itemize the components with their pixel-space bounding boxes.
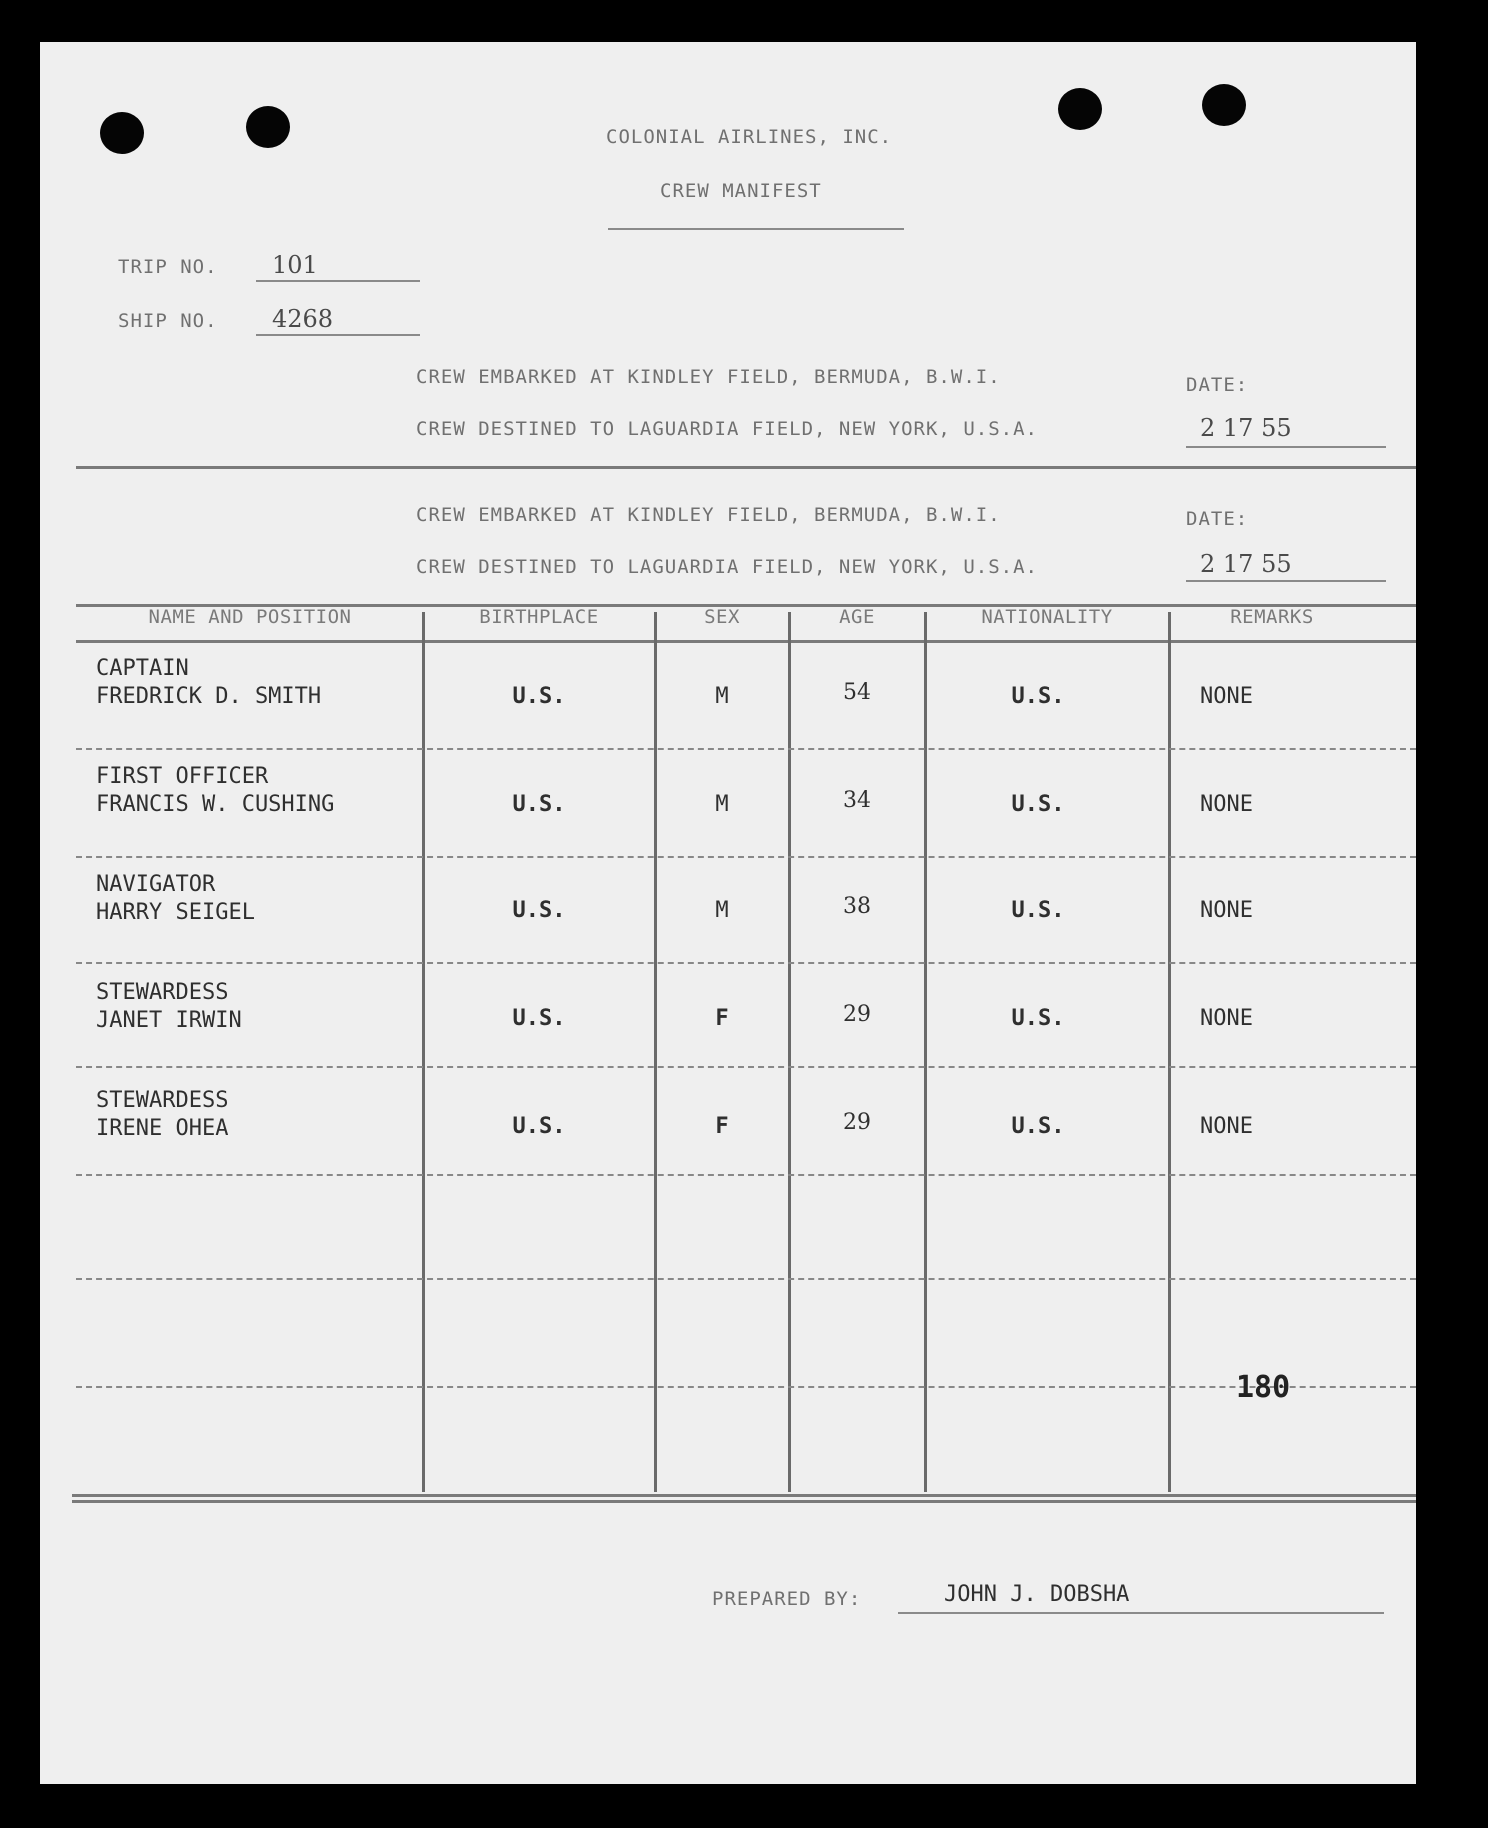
column-header-sex: SEX xyxy=(704,606,740,628)
route-1-date-value: 2 17 55 xyxy=(1200,414,1292,442)
crew-remarks: NONE xyxy=(1200,684,1253,709)
trip-number-value: 101 xyxy=(272,251,318,279)
column-header-name: NAME AND POSITION xyxy=(148,606,352,628)
crew-nationality: U.S. xyxy=(1011,684,1065,709)
crew-sex: M xyxy=(715,684,729,709)
table-header-border xyxy=(76,640,1416,643)
document-title: CREW MANIFEST xyxy=(660,180,822,202)
route-2-date-line xyxy=(1186,580,1386,582)
crew-name: FRANCIS W. CUSHING xyxy=(96,792,335,817)
ship-number-line xyxy=(256,334,420,336)
page-number: 180 xyxy=(1236,1370,1291,1405)
crew-name: JANET IRWIN xyxy=(96,1008,242,1033)
table-col-divider-5 xyxy=(1168,612,1171,1492)
crew-position: FIRST OFFICER xyxy=(96,764,269,789)
table-col-divider-3 xyxy=(788,612,791,1492)
table-bottom-border-2 xyxy=(72,1500,1416,1503)
crew-name: IRENE OHEA xyxy=(96,1116,229,1141)
title-underline xyxy=(608,228,904,230)
column-header-remarks: REMARKS xyxy=(1230,606,1314,628)
crew-position: STEWARDESS xyxy=(96,980,229,1005)
row-divider xyxy=(76,1174,1416,1176)
crew-sex: F xyxy=(715,1006,729,1031)
crew-position: STEWARDESS xyxy=(96,1088,229,1113)
route-2-embarked: CREW EMBARKED AT KINDLEY FIELD, BERMUDA, B.W.I. xyxy=(416,504,1001,526)
route-1-embarked: CREW EMBARKED AT KINDLEY FIELD, BERMUDA, B.W.I. xyxy=(416,366,1001,388)
crew-remarks: NONE xyxy=(1200,792,1253,817)
row-divider xyxy=(76,748,1416,750)
crew-sex: M xyxy=(715,792,729,817)
table-col-divider-1 xyxy=(422,612,425,1492)
route-2-date-label: DATE: xyxy=(1186,508,1249,530)
binder-hole-right-1 xyxy=(1058,88,1102,130)
crew-birthplace: U.S. xyxy=(512,1114,566,1139)
table-bottom-border xyxy=(72,1494,1416,1497)
binder-hole-right-2 xyxy=(1202,84,1246,126)
crew-birthplace: U.S. xyxy=(512,1006,566,1031)
crew-age: 34 xyxy=(843,788,871,813)
crew-age: 54 xyxy=(843,680,871,705)
row-divider xyxy=(76,856,1416,858)
ship-number-label: SHIP NO. xyxy=(118,310,218,332)
prepared-by-line xyxy=(898,1612,1384,1614)
crew-sex: F xyxy=(715,1114,729,1139)
crew-remarks: NONE xyxy=(1200,1114,1253,1139)
column-header-age: AGE xyxy=(839,606,875,628)
binder-hole-left-1 xyxy=(100,112,144,154)
row-divider xyxy=(76,962,1416,964)
table-col-divider-2 xyxy=(654,612,657,1492)
table-col-divider-4 xyxy=(924,612,927,1492)
crew-age: 29 xyxy=(843,1002,871,1027)
crew-nationality: U.S. xyxy=(1011,1114,1065,1139)
route-separator xyxy=(76,466,1416,469)
crew-position: CAPTAIN xyxy=(96,656,189,681)
column-header-nationality: NATIONALITY xyxy=(981,606,1113,628)
crew-nationality: U.S. xyxy=(1011,1006,1065,1031)
trip-number-label: TRIP NO. xyxy=(118,256,218,278)
route-1-date-line xyxy=(1186,446,1386,448)
crew-position: NAVIGATOR xyxy=(96,872,216,897)
crew-sex: M xyxy=(715,898,729,923)
crew-birthplace: U.S. xyxy=(512,684,566,709)
row-divider xyxy=(76,1278,1416,1280)
crew-birthplace: U.S. xyxy=(512,898,566,923)
crew-name: FREDRICK D. SMITH xyxy=(96,684,322,709)
crew-birthplace: U.S. xyxy=(512,792,566,817)
row-divider xyxy=(76,1386,1416,1388)
ship-number-value: 4268 xyxy=(272,305,334,333)
binder-hole-left-2 xyxy=(246,106,290,148)
crew-age: 38 xyxy=(843,894,871,919)
column-header-birthplace: BIRTHPLACE xyxy=(479,606,599,628)
crew-remarks: NONE xyxy=(1200,898,1253,923)
row-divider xyxy=(76,1066,1416,1068)
trip-number-line xyxy=(256,280,420,282)
company-name: COLONIAL AIRLINES, INC. xyxy=(606,126,893,148)
route-2-date-value: 2 17 55 xyxy=(1200,550,1292,578)
crew-name: HARRY SEIGEL xyxy=(96,900,255,925)
crew-age: 29 xyxy=(843,1110,871,1135)
crew-nationality: U.S. xyxy=(1011,898,1065,923)
prepared-by-label: PREPARED BY: xyxy=(712,1588,862,1610)
crew-remarks: NONE xyxy=(1200,1006,1253,1031)
route-1-destined: CREW DESTINED TO LAGUARDIA FIELD, NEW YORK, U.S.A. xyxy=(416,418,1038,440)
route-1-date-label: DATE: xyxy=(1186,374,1249,396)
crew-nationality: U.S. xyxy=(1011,792,1065,817)
route-2-destined: CREW DESTINED TO LAGUARDIA FIELD, NEW YORK, U.S.A. xyxy=(416,556,1038,578)
prepared-by-value: JOHN J. DOBSHA xyxy=(944,1582,1130,1607)
